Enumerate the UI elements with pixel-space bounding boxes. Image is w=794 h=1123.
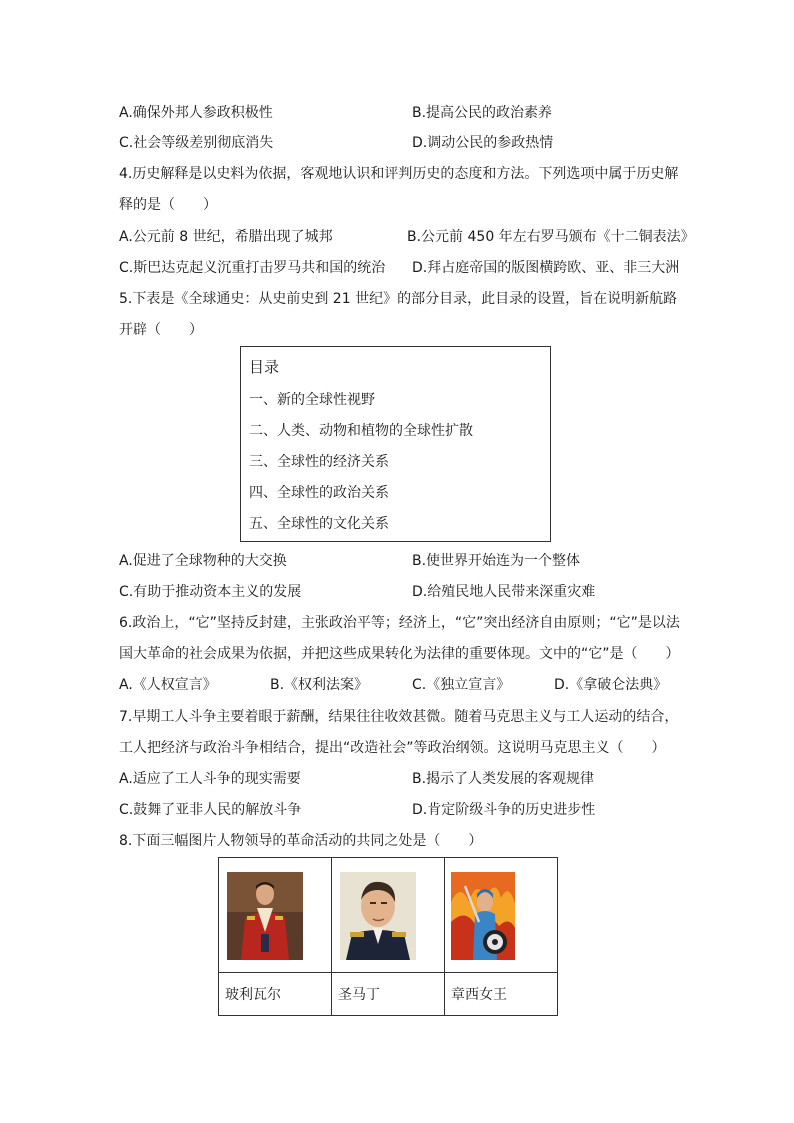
q7-option-c: C.鼓舞了亚非人民的解放斗争	[119, 802, 302, 818]
q4-option-a: A.公元前 8 世纪，希腊出现了城邦	[119, 229, 333, 245]
q5-stem-line1: 5.下表是《全球通史：从史前史到 21 世纪》的部分目录，此目录的设置，旨在说明新航路	[119, 291, 678, 307]
q7-option-d: D.肯定阶级斗争的历史进步性	[412, 802, 596, 818]
toc-item: 二、人类、动物和植物的全球性扩散	[249, 423, 473, 439]
toc-item: 五、全球性的文化关系	[249, 516, 389, 532]
san-martin-portrait-image	[340, 872, 416, 960]
q5-option-a: A.促进了全球物种的大交换	[119, 553, 287, 569]
portrait-name: 玻利瓦尔	[219, 973, 332, 1016]
q6-option-b: B.《权利法案》	[270, 677, 369, 693]
q5-option-b: B.使世界开始连为一个整体	[412, 553, 581, 569]
q5-stem-line2: 开辟（ ）	[119, 322, 203, 338]
toc-title: 目录	[249, 358, 280, 376]
q8-stem: 8.下面三幅图片人物领导的革命活动的共同之处是（ ）	[119, 833, 483, 849]
bolivar-portrait-image	[227, 872, 303, 960]
q5-option-d: D.给殖民地人民带来深重灾难	[412, 584, 596, 600]
q4-stem-line2: 释的是（ ）	[119, 197, 217, 213]
portrait-table	[218, 857, 558, 1016]
q6-stem-line1: 6.政治上，“它”坚持反封建，主张政治平等；经济上，“它”突出经济自由原则；“它”是以法	[119, 615, 680, 631]
q4-option-b: B.公元前 450 年左右罗马颁布《十二铜表法》	[407, 229, 695, 245]
q6-option-a: A.《人权宣言》	[119, 677, 217, 693]
q7-option-b: B.揭示了人类发展的客观规律	[412, 771, 595, 787]
q6-option-d: D.《拿破仑法典》	[554, 677, 668, 693]
q3-option-b: B.提高公民的政治素养	[412, 105, 553, 121]
q3-option-c: C.社会等级差别彻底消失	[119, 135, 274, 151]
q4-stem-line1: 4.历史解释是以史料为依据，客观地认识和评判历史的态度和方法。下列选项中属于历史解	[119, 166, 679, 182]
q5-option-c: C.有助于推动资本主义的发展	[119, 584, 302, 600]
q4-option-d: D.拜占庭帝国的版图横跨欧、亚、非三大洲	[412, 260, 680, 276]
portrait-cell	[219, 858, 332, 973]
portrait-cell	[445, 858, 558, 973]
toc-item: 四、全球性的政治关系	[249, 485, 389, 501]
q3-option-d: D.调动公民的参政热情	[412, 135, 554, 151]
portrait-name: 章西女王	[445, 973, 558, 1016]
q6-option-c: C.《独立宣言》	[412, 677, 511, 693]
toc-item: 一、新的全球性视野	[249, 392, 375, 408]
portrait-name: 圣马丁	[332, 973, 445, 1016]
rani-of-jhansi-portrait-image	[451, 872, 515, 960]
portrait-cell	[332, 858, 445, 973]
q6-stem-line2: 国大革命的社会成果为依据，并把这些成果转化为法律的重要体现。文中的“它”是（ ）	[119, 646, 680, 662]
toc-item: 三、全球性的经济关系	[249, 454, 389, 470]
table-of-contents-box	[240, 346, 551, 542]
q7-option-a: A.适应了工人斗争的现实需要	[119, 771, 301, 787]
q7-stem-line2: 工人把经济与政治斗争相结合，提出“改造社会”等政治纲领。这说明马克思主义（ ）	[119, 740, 666, 756]
q4-option-c: C.斯巴达克起义沉重打击罗马共和国的统治	[119, 260, 386, 276]
q7-stem-line1: 7.早期工人斗争主要着眼于薪酬，结果往往收效甚微。随着马克思主义与工人运动的结合，	[119, 709, 679, 725]
q3-option-a: A.确保外邦人参政积极性	[119, 105, 273, 121]
